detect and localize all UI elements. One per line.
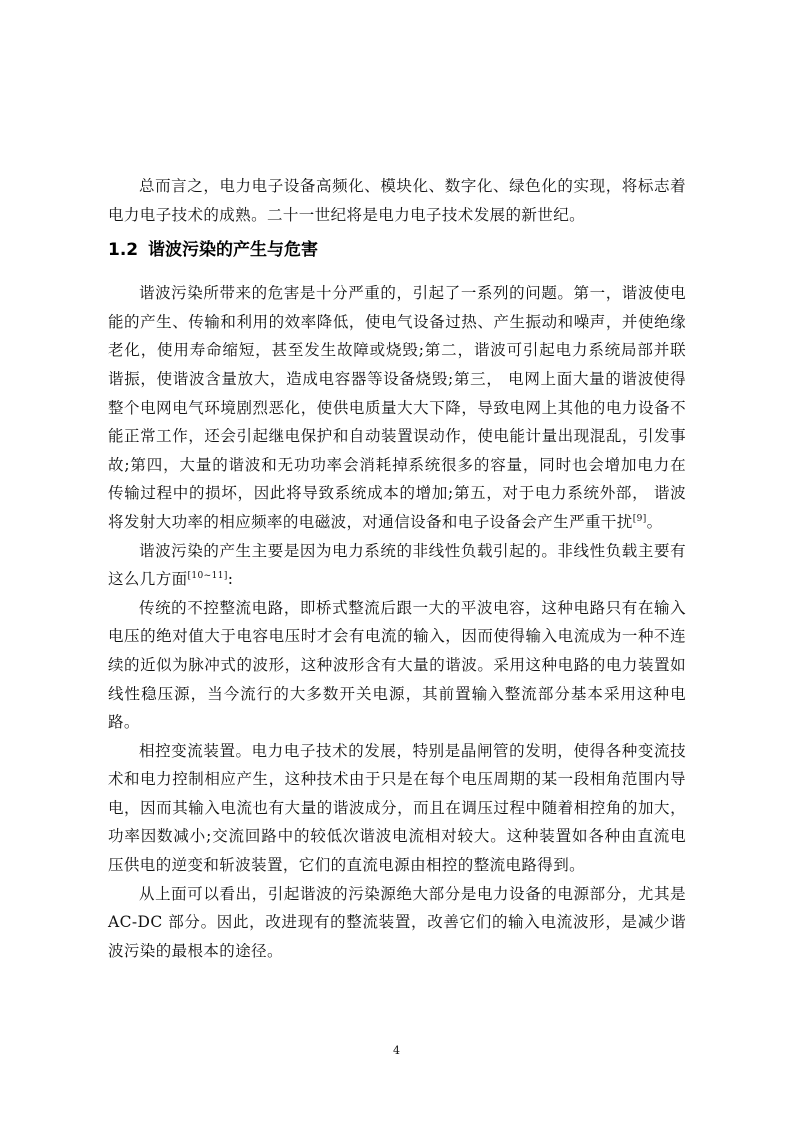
paragraph-rectifier: 传统的不控整流电路，即桥式整流后跟一大的平波电容，这种电路只有在输入电压的绝对值大于电容电压时才会有电流的输入，因而使得输入电流成为一种不连续的近似为脉冲式的波形，这种波形含有大量的谐波。采用这种电路的电力装置如线性稳压源，当今流行的大多数开关电源，其前置输入整流部分基本采用这种电路。 [108, 598, 686, 732]
paragraph-summary: 总而言之，电力电子设备高频化、模块化、数字化、绿色化的实现，将标志着电力电子技术的成熟。二十一世纪将是电力电子技术发展的新世纪。 [108, 177, 686, 224]
paragraph-harm [108, 279, 686, 536]
paragraph-causes [108, 537, 686, 594]
section-title: 谐波污染的产生与危害 [148, 240, 318, 261]
paragraph-harm-text: 谐波污染所带来的危害是十分严重的，引起了一系列的问题。第一，谐波使电能的产生、传输和利用的效率降低，使电气设备过热、产生振动和噪声，并使绝缘老化，使用寿命缩短，甚至发生故障或烧毁;第二，谐波可引起电力系统局部并联谐振，使谐波含量放大，造成电容器等设备烧毁;第三， 电网上面大量的谐波使得整个电网电气环境剧烈恶化，使供电质量大大下降，导致电网上其他的电力设备不能正常工作，还会引起继电保护和自动装置误动作，使电能计量出现混乱，引发事故;第四，大量的谐波和无功功率会消耗掉系统很多的容量，同时也会增加电力在传输过程中的损坏，因此将导致系统成本的增加;第五，对于电力系统外部， 谐波将发射大功率的相应频率的电磁波，对通信设备和电子设备会产生严重干扰 [108, 284, 686, 531]
paragraph-phase-control: 相控变流装置。电力电子技术的发展，特别是晶闸管的发明，使得各种变流技术和电力控制相应产生，这种技术由于只是在每个电压周期的某一段相角范围内导电，因而其输入电流也有大量的谐波成分，而且在调压过程中随着相控角的加大，功率因数减小;交流回路中的较低次谐波电流相对较大。这种装置如各种由直流电压供电的逆变和斩波装置，它们的直流电源由相控的整流电路得到。 [108, 741, 686, 875]
section-number: 1.2 [108, 240, 139, 261]
section-heading [108, 237, 686, 263]
citation-ref: [9] [632, 513, 647, 524]
document-body [108, 172, 686, 965]
citation-ref: [10~11] [187, 570, 228, 581]
paragraph-causes-end: : [227, 570, 234, 589]
page-number: 4 [393, 1044, 400, 1057]
paragraph-causes-text: 谐波污染的产生主要是因为电力系统的非线性负载引起的。非线性负载主要有这么几方面 [108, 541, 686, 589]
paragraph-conclusion: 从上面可以看出，引起谐波的污染源绝大部分是电力设备的电源部分，尤其是AC-DC 部分。因此，改进现有的整流装置，改善它们的输入电流波形，是减少谐波污染的最根本的途径。 [108, 884, 686, 960]
paragraph-harm-end: 。 [646, 512, 663, 531]
